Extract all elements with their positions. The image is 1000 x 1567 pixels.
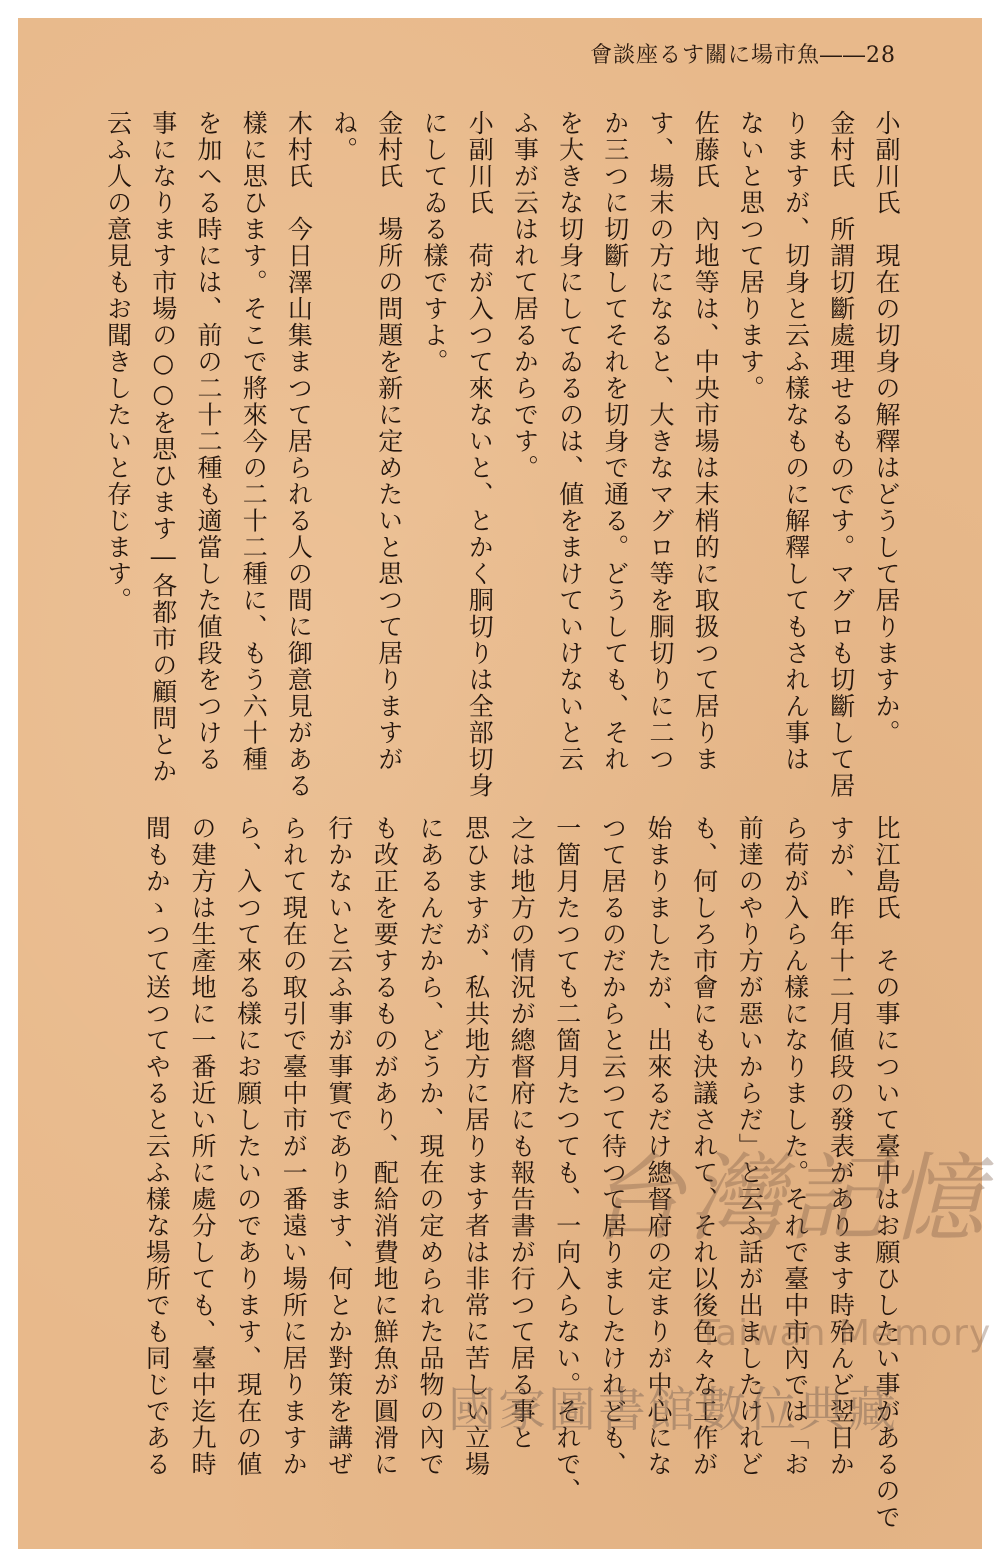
text-column: 金村氏 所謂切斷處理せるものです。マグロも切斷して居 [826,110,856,799]
text-column: にあるんだから、どうか、現在の定められた品物の內で [416,815,445,1478]
text-column: 樣に思ひます。そこで將來今の二十二種に、もう六十種 [239,110,269,773]
watermark-collection: 國家圖書館數位典藏 [448,1382,899,1438]
running-header: 會談座るす關に場市魚――28 [590,43,896,68]
text-column: の建方は生產地に一番近い所に處分しても、臺中迄九時 [188,815,217,1478]
text-column: すが、昨年十二月値段の發表があります時殆んど翌日か [826,815,856,1478]
text-column: も、何しろ市會にも決議されて、それ以後色々な工作が [689,815,719,1478]
text-column: 之は地方の情況が總督府にも報告書が行つて居る事と [507,815,537,1451]
text-column: も改正を要するものがあり、配給消費地に鮮魚が圓滑に [370,815,400,1478]
text-column: ね。 [329,110,359,163]
text-column: 小副川氏 荷が入つて來ないと、とかく胴切りは全部切身 [465,110,495,799]
text-column: 前達のやり方が惡いからだ」と云ふ話が出ましたけれど [735,815,765,1478]
text-column: 間もかゝつて送つてやると云ふ樣な場所でも同じである [142,815,172,1478]
text-column: 佐藤氏 內地等は、中央市場は末梢的に取扱つて居りま [691,110,721,773]
text-column: 比江島氏 その事について臺中はお願ひしたい事があるので [872,815,901,1531]
watermark-english: Taiwan Memory [698,1313,992,1354]
text-column: 小副川氏 現在の切身の解釋はどうして居りますか。 [872,110,901,746]
text-column: 金村氏 場所の問題を新に定めたいと思つて居りますが [374,110,404,773]
text-column: ないと思つて居ります。 [736,110,766,402]
text-column: 始まりましたが、出來るだけ總督府の定まりが中心にな [644,815,673,1478]
lower-text-block [18,18,982,1549]
text-column: 一箇月たつても二箇月たつても、一向入らない。それで、 [552,815,582,1504]
text-column: 思ひますが、私共地方に居ります者は非常に苦しい立場 [461,815,491,1478]
document-page [18,18,992,1549]
text-column: 木村氏 今日澤山集まつて居られる人の間に御意見がある [284,110,314,799]
text-column: ら、入つて來る樣にお願したいのであります、現在の値 [233,815,263,1478]
text-column: を大きな切身にしてゐるのは、値をまけていけないと云 [555,110,585,773]
text-column: か三つに切斷してそれを切身で通る。どうしても、それ [600,110,630,773]
text-column: 事になります市場の○○を思ひます―各都市の顧問とか [148,110,178,785]
text-column: りますが、切身と云ふ樣なものに解釋してもされん事は [781,110,811,773]
text-column: ふ事が云はれて居るからです。 [510,110,540,481]
text-column: 云ふ人の意見もお聞きしたいと存じます。 [103,110,133,614]
text-column: つて居るのだからと云つて待つて居りましたけれども、 [598,815,628,1478]
text-column: 行かないと云ふ事が事實であります、何とか對策を講ぜ [324,815,354,1478]
watermark-logo-text: 台灣記憶 [588,1143,988,1255]
text-column: ら荷が入らん樣になりました。それで臺中市內では「お [780,815,810,1478]
text-column: られて現在の取引で臺中市が一番遠い場所に居りますか [279,815,309,1478]
text-column: にしてゐる樣ですよ。 [420,110,449,375]
text-column: す、場末の方になると、大きなマグロ等を胴切りに二つ [646,110,675,773]
text-column: を加へる時には、前の二十二種も適當した値段をつける [194,110,223,773]
